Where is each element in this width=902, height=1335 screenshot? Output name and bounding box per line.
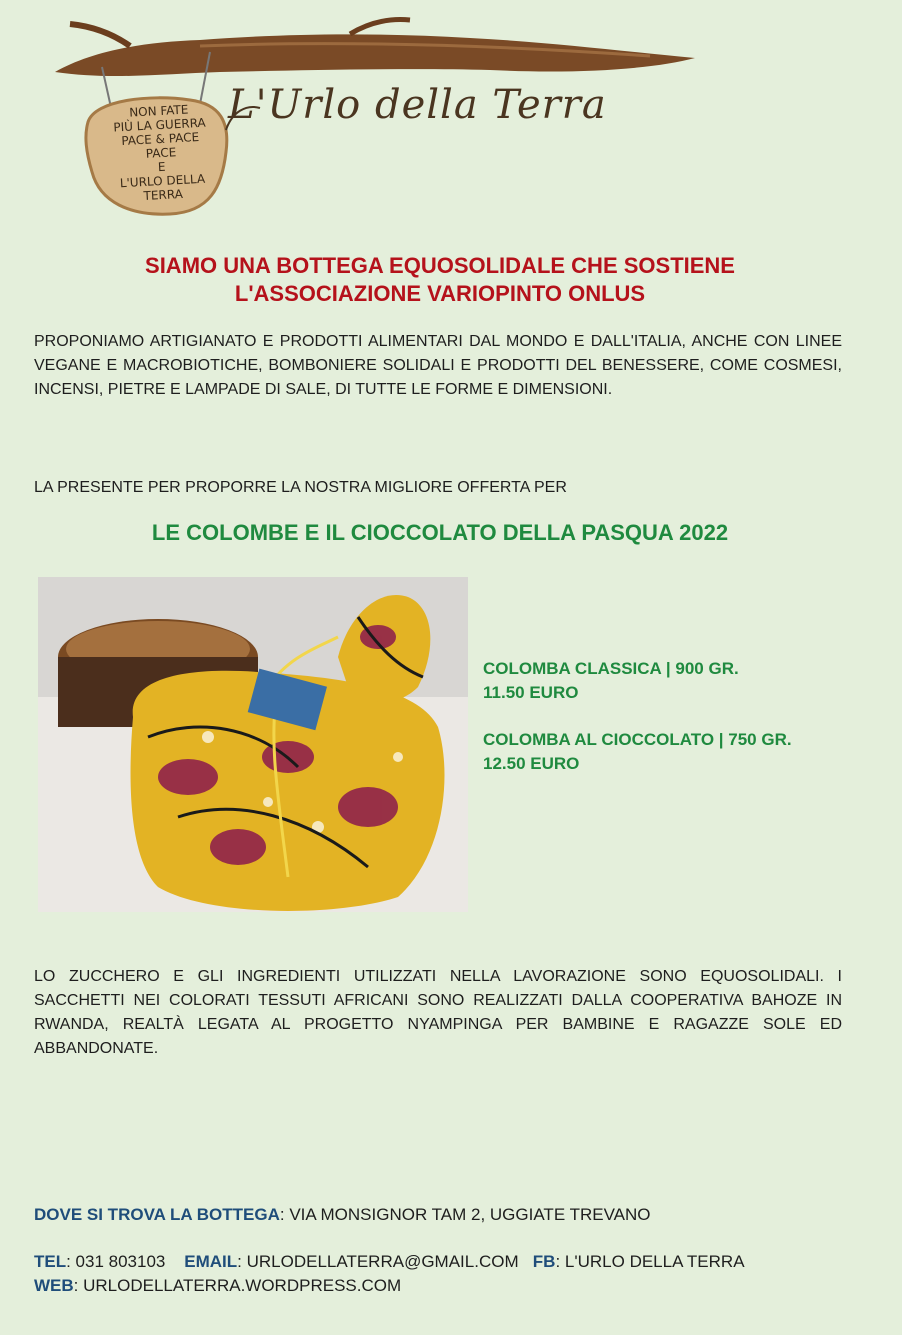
intro-paragraph: PROPONIAMO ARTIGIANATO E PRODOTTI ALIMENTARI DAL MONDO E DALL'ITALIA, ANCHE CON LINEE VEGANE E MACROBIOTICHE, BOMBONIERE SOLIDALI E PRODOTTI DEL BENESSERE, COME COSMESI, INCENSI, PIETRE E LAMPADE DI SALE, DI TUTTE LE FORME E DIMENSIONI. (34, 333, 842, 398)
sign-line: TERRA (143, 186, 184, 203)
fb-label: FB (532, 1252, 556, 1271)
tel-value[interactable]: : 031 803103 (66, 1252, 166, 1271)
product-item (483, 728, 792, 776)
product-price: 11.50 EURO (483, 683, 579, 702)
tel-label: TEL (34, 1252, 67, 1271)
brand-name: L'Urlo della Terra (228, 82, 607, 128)
sign-line: PACE (121, 132, 153, 149)
sign-line: PIÙ LA GUERRA (113, 115, 207, 135)
location-value: : VIA MONSIGNOR TAM 2, UGGIATE TREVANO (279, 1205, 651, 1224)
branch-shape (55, 34, 695, 76)
email-value[interactable]: : URLODELLATERRA@GMAIL.COM (237, 1252, 519, 1271)
footer-location (34, 1203, 651, 1227)
fb-value[interactable]: : L'URLO DELLA TERRA (555, 1252, 745, 1271)
sign-line: PACE (168, 129, 200, 146)
headline-line-1: SIAMO UNA BOTTEGA EQUOSOLIDALE CHE SOSTIENE (145, 253, 735, 278)
sign-line: PACE & PACE (121, 129, 200, 149)
footer-web (34, 1274, 401, 1298)
product-price: 12.50 EURO (483, 754, 580, 773)
sign-line: NON FATE (128, 102, 189, 120)
sign-line: L'URLO DELLA (119, 171, 206, 191)
sign-line: E (157, 159, 166, 175)
offer-title: LE COLOMBE E IL CIOCCOLATO DELLA PASQUA 2022 (151, 520, 729, 545)
product-item (483, 657, 739, 705)
email-label: EMAIL (184, 1252, 238, 1271)
headline-line-2: L'ASSOCIAZIONE VARIOPINTO ONLUS (234, 281, 646, 306)
location-label: DOVE SI TROVA LA BOTTEGA (34, 1205, 280, 1224)
sign-line: PACE (145, 145, 177, 161)
web-value[interactable]: : URLODELLATERRA.WORDPRESS.COM (73, 1276, 402, 1295)
sign-text (94, 101, 229, 206)
headline (40, 252, 840, 308)
offer-intro: LA PRESENTE PER PROPORRE LA NOSTRA MIGLIORE OFFERTA PER (34, 479, 567, 496)
product-name: COLOMBA CLASSICA | 900 GR. (483, 659, 739, 678)
web-label: WEB (34, 1276, 74, 1295)
product-photo (38, 577, 468, 912)
product-name: COLOMBA AL CIOCCOLATO | 750 GR. (483, 730, 792, 749)
footer-contacts (34, 1250, 745, 1274)
description-paragraph: LO ZUCCHERO E GLI INGREDIENTI UTILIZZATI NELLA LAVORAZIONE SONO EQUOSOLIDALI. I SACCHETTI NEI COLORATI TESSUTI AFRICANI SONO REALIZZATI DALLA COOPERATIVA BAHOZE IN RWANDA, REALTÀ LEGATA AL PROGETTO NYAMPINGA PER BAMBINE E RAGAZZE SOLE ED ABBANDONATE. (34, 968, 842, 1057)
